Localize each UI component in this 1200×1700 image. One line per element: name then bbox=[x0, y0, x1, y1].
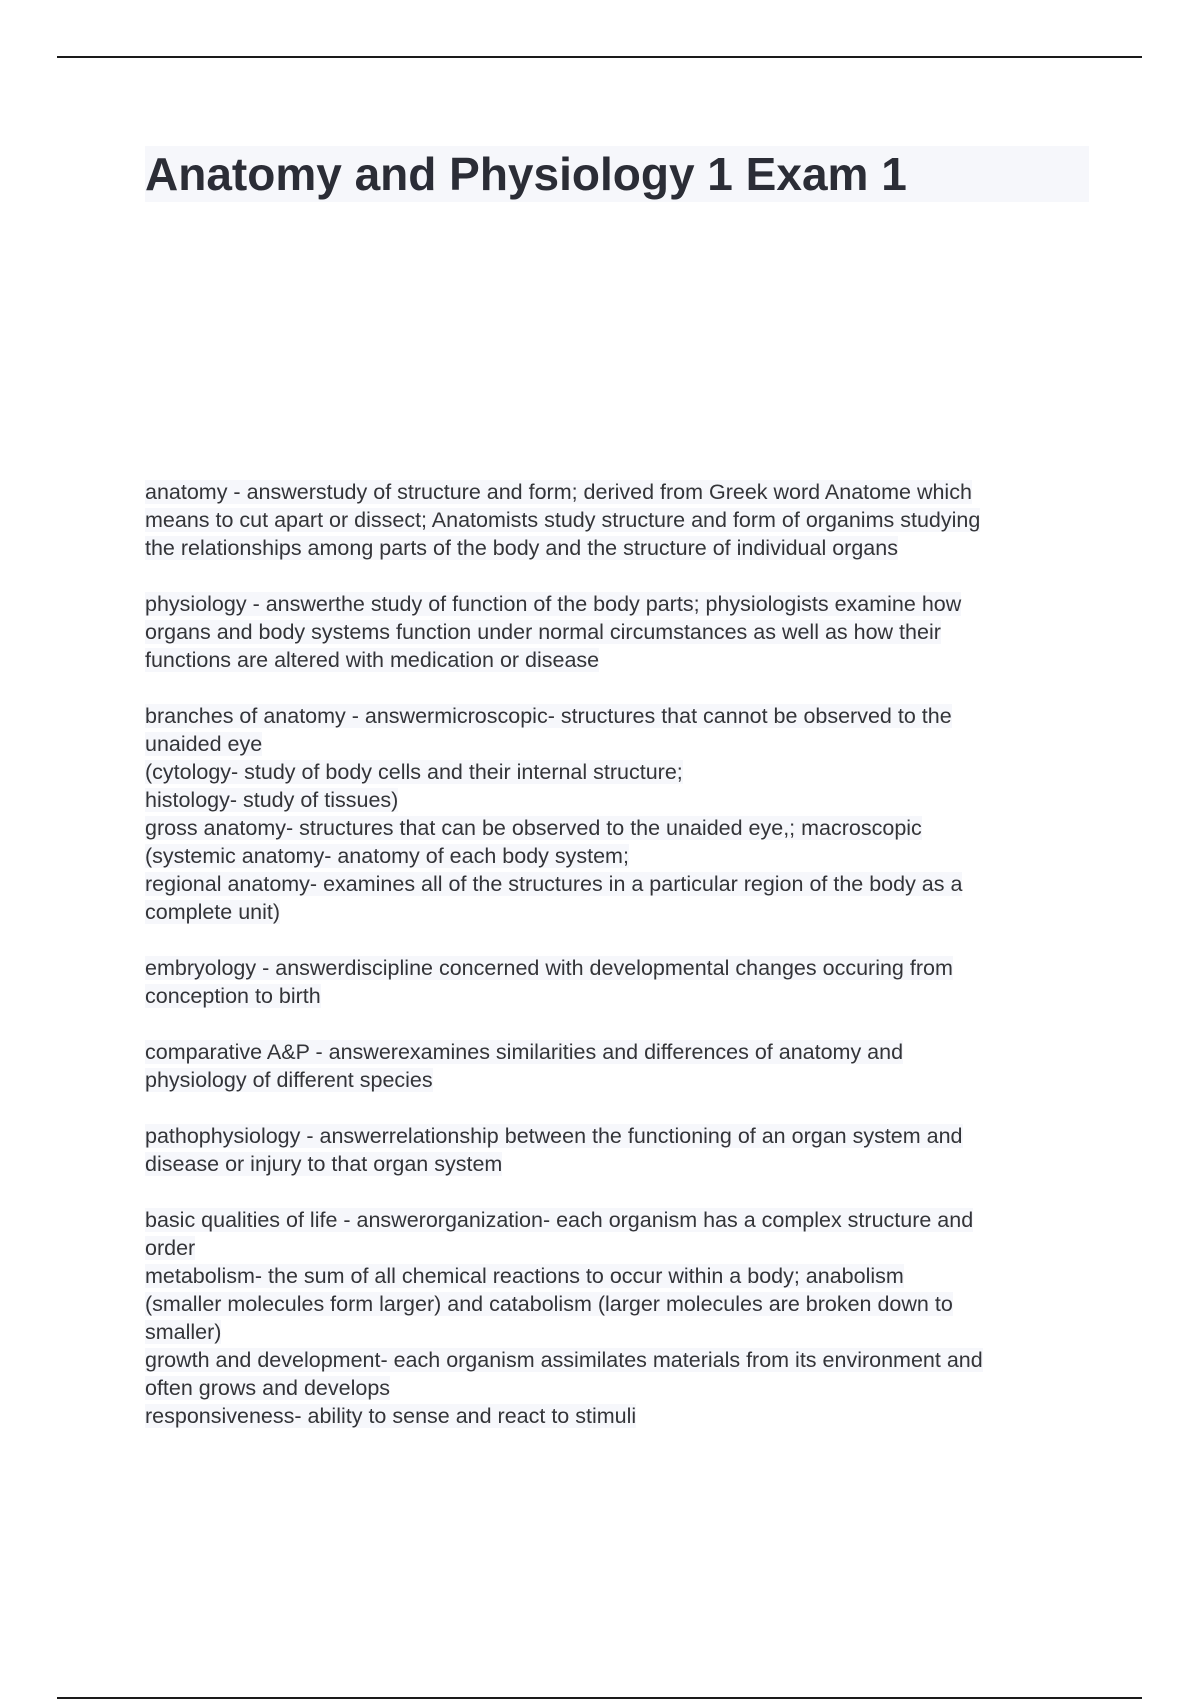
entry-line-text: means to cut apart or dissect; Anatomists study structure and form of organims studying bbox=[145, 508, 981, 532]
entry-line bbox=[145, 898, 1090, 926]
entry-line-text: order bbox=[145, 1236, 196, 1260]
entry-line bbox=[145, 1402, 1090, 1430]
qa-entry bbox=[145, 1122, 1090, 1178]
entry-line bbox=[145, 786, 1090, 814]
entry-line bbox=[145, 702, 1090, 730]
bottom-rule bbox=[57, 1697, 1142, 1699]
entry-line bbox=[145, 1206, 1090, 1234]
entry-line bbox=[145, 1066, 1090, 1094]
entry-line-text: complete unit) bbox=[145, 900, 281, 924]
entry-line bbox=[145, 758, 1090, 786]
entry-line-text: pathophysiology - answerrelationship between the functioning of an organ system and bbox=[145, 1124, 963, 1148]
entry-line bbox=[145, 646, 1090, 674]
entry-line-text: organs and body systems function under normal circumstances as well as how their bbox=[145, 620, 941, 644]
entry-line-text: physiology of different species bbox=[145, 1068, 433, 1092]
entry-line-text: growth and development- each organism assimilates materials from its environment and bbox=[145, 1348, 983, 1372]
entry-line-text: (systemic anatomy- anatomy of each body system; bbox=[145, 844, 629, 868]
entry-line-text: disease or injury to that organ system bbox=[145, 1152, 503, 1176]
entry-line bbox=[145, 814, 1090, 842]
qa-entry bbox=[145, 1206, 1090, 1430]
entry-line-text: responsiveness- ability to sense and react to stimuli bbox=[145, 1404, 637, 1428]
entry-line-text: the relationships among parts of the body and the structure of individual organs bbox=[145, 536, 898, 560]
entry-line bbox=[145, 870, 1090, 898]
entry-line-text: histology- study of tissues) bbox=[145, 788, 399, 812]
entry-line bbox=[145, 1318, 1090, 1346]
entry-line-text: often grows and develops bbox=[145, 1376, 391, 1400]
entry-line-text: conception to birth bbox=[145, 984, 321, 1008]
entry-line bbox=[145, 1038, 1090, 1066]
qa-entry bbox=[145, 702, 1090, 926]
page-title: Anatomy and Physiology 1 Exam 1 bbox=[145, 146, 1089, 202]
entry-line bbox=[145, 618, 1090, 646]
entry-line bbox=[145, 1346, 1090, 1374]
entry-line bbox=[145, 1234, 1090, 1262]
entry-line-text: unaided eye bbox=[145, 732, 263, 756]
entry-line-text: smaller) bbox=[145, 1320, 222, 1344]
entry-line bbox=[145, 534, 1090, 562]
entry-line-text: branches of anatomy - answermicroscopic- structures that cannot be observed to the bbox=[145, 704, 952, 728]
top-rule bbox=[57, 56, 1142, 58]
entry-line bbox=[145, 1122, 1090, 1150]
entry-line-text: (cytology- study of body cells and their internal structure; bbox=[145, 760, 683, 784]
qa-entry bbox=[145, 954, 1090, 1010]
document-body bbox=[145, 478, 1090, 1458]
entry-line bbox=[145, 506, 1090, 534]
entry-line-text: (smaller molecules form larger) and catabolism (larger molecules are broken down to bbox=[145, 1292, 953, 1316]
entry-line-text: anatomy - answerstudy of structure and form; derived from Greek word Anatome which bbox=[145, 480, 972, 504]
entry-line-text: functions are altered with medication or disease bbox=[145, 648, 600, 672]
entry-line bbox=[145, 478, 1090, 506]
entry-line bbox=[145, 1374, 1090, 1402]
entry-line-text: gross anatomy- structures that can be observed to the unaided eye,; macroscopic bbox=[145, 816, 922, 840]
entry-line bbox=[145, 954, 1090, 982]
entry-line-text: physiology - answerthe study of function of the body parts; physiologists examine how bbox=[145, 592, 962, 616]
entry-line bbox=[145, 1262, 1090, 1290]
entry-line-text: metabolism- the sum of all chemical reactions to occur within a body; anabolism bbox=[145, 1264, 904, 1288]
qa-entry bbox=[145, 478, 1090, 562]
entry-line-text: embryology - answerdiscipline concerned with developmental changes occuring from bbox=[145, 956, 953, 980]
entry-line bbox=[145, 730, 1090, 758]
entry-line-text: regional anatomy- examines all of the structures in a particular region of the body as a bbox=[145, 872, 963, 896]
entry-line bbox=[145, 842, 1090, 870]
entry-line bbox=[145, 1150, 1090, 1178]
entry-line-text: comparative A&P - answerexamines similarities and differences of anatomy and bbox=[145, 1040, 904, 1064]
entry-line bbox=[145, 982, 1090, 1010]
entry-line bbox=[145, 1290, 1090, 1318]
entry-line bbox=[145, 590, 1090, 618]
qa-entry bbox=[145, 1038, 1090, 1094]
qa-entry bbox=[145, 590, 1090, 674]
entry-line-text: basic qualities of life - answerorganization- each organism has a complex structure and bbox=[145, 1208, 974, 1232]
